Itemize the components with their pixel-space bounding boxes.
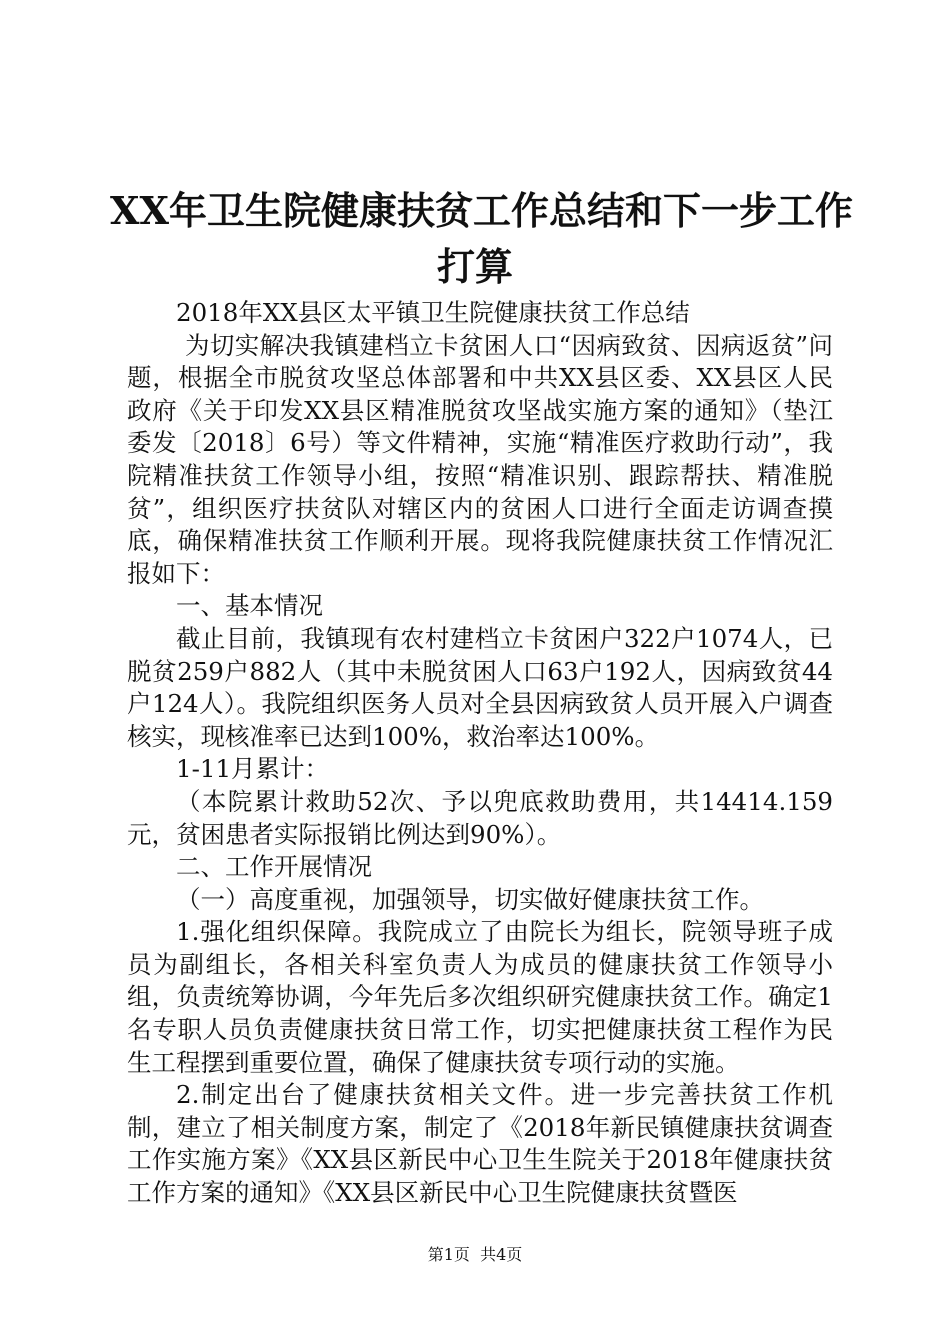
- documents-paragraph: 2.制定出台了健康扶贫相关文件。进一步完善扶贫工作机制，建立了相关制度方案，制定了《2018年新民镇健康扶贫调查工作实施方案》《XX县区新民中心卫生生院关于2018年健康扶贫工作方案的通知》《XX县区新民中心卫生院健康扶贫暨医: [127, 1080, 833, 1208]
- cumulative-paragraph: （本院累计救助52次、予以兜底救助费用，共14414.159元，贫困患者实际报销比例达到90%）。: [127, 786, 833, 849]
- document-title-line-2: 打算: [436, 244, 513, 289]
- document-body: [127, 297, 833, 1210]
- subtitle-paragraph: 2018年XX县区太平镇卫生院健康扶贫工作总结: [176, 298, 690, 327]
- intro-paragraph: 为切实解决我镇建档立卡贫困人口“因病致贫、因病返贫”问题，根据全市脱贫攻坚总体部署和中共XX县区委、XX县区人民政府《关于印发XX县区精准脱贫攻坚战实施方案的通知》（垫江委发〔2018〕6号）等文件精神，实施“精准医疗救助行动”，我院精准扶贫工作领导小组，按照“精准识别、跟踪帮扶、精准脱贫”，组织医疗扶贫队对辖区内的贫困人口进行全面走访调查摸底，确保精准扶贫工作顺利开展。现将我院健康扶贫工作情况汇报如下：: [127, 330, 833, 588]
- document-title-line-1: XX年卫生院健康扶贫工作总结和下一步工作: [110, 188, 853, 233]
- cumulative-label: 1-11月累计：: [176, 754, 330, 784]
- page-number-label: 第1页 共4页: [427, 1245, 523, 1264]
- page-footer: [0, 1242, 950, 1265]
- section-heading-basic-situation: 一、基本情况: [176, 591, 323, 621]
- organization-paragraph: 1.强化组织保障。我院成立了由院长为组长，院领导班子成员为副组长，各相关科室负责人为成员的健康扶贫工作领导小组，负责统筹协调，今年先后多次组织研究健康扶贫工作。确定1名专职人员负责健康扶贫日常工作，切实把健康扶贫工程作为民生工程摆到重要位置，确保了健康扶贫专项行动的实施。: [127, 917, 833, 1077]
- basic-situation-paragraph: 截止目前，我镇现有农村建档立卡贫困户322户1074人，已脱贫259户882人（其中未脱贫困人口63户192人，因病致贫44户124人）。我院组织医务人员对全县因病致贫人员开展入户调查核实，现核准率已达到100%，救治率达100%。: [127, 623, 833, 751]
- subsection-heading-1: （一）高度重视，加强领导，切实做好健康扶贫工作。: [176, 884, 764, 914]
- section-heading-work-progress: 二、工作开展情况: [176, 852, 372, 882]
